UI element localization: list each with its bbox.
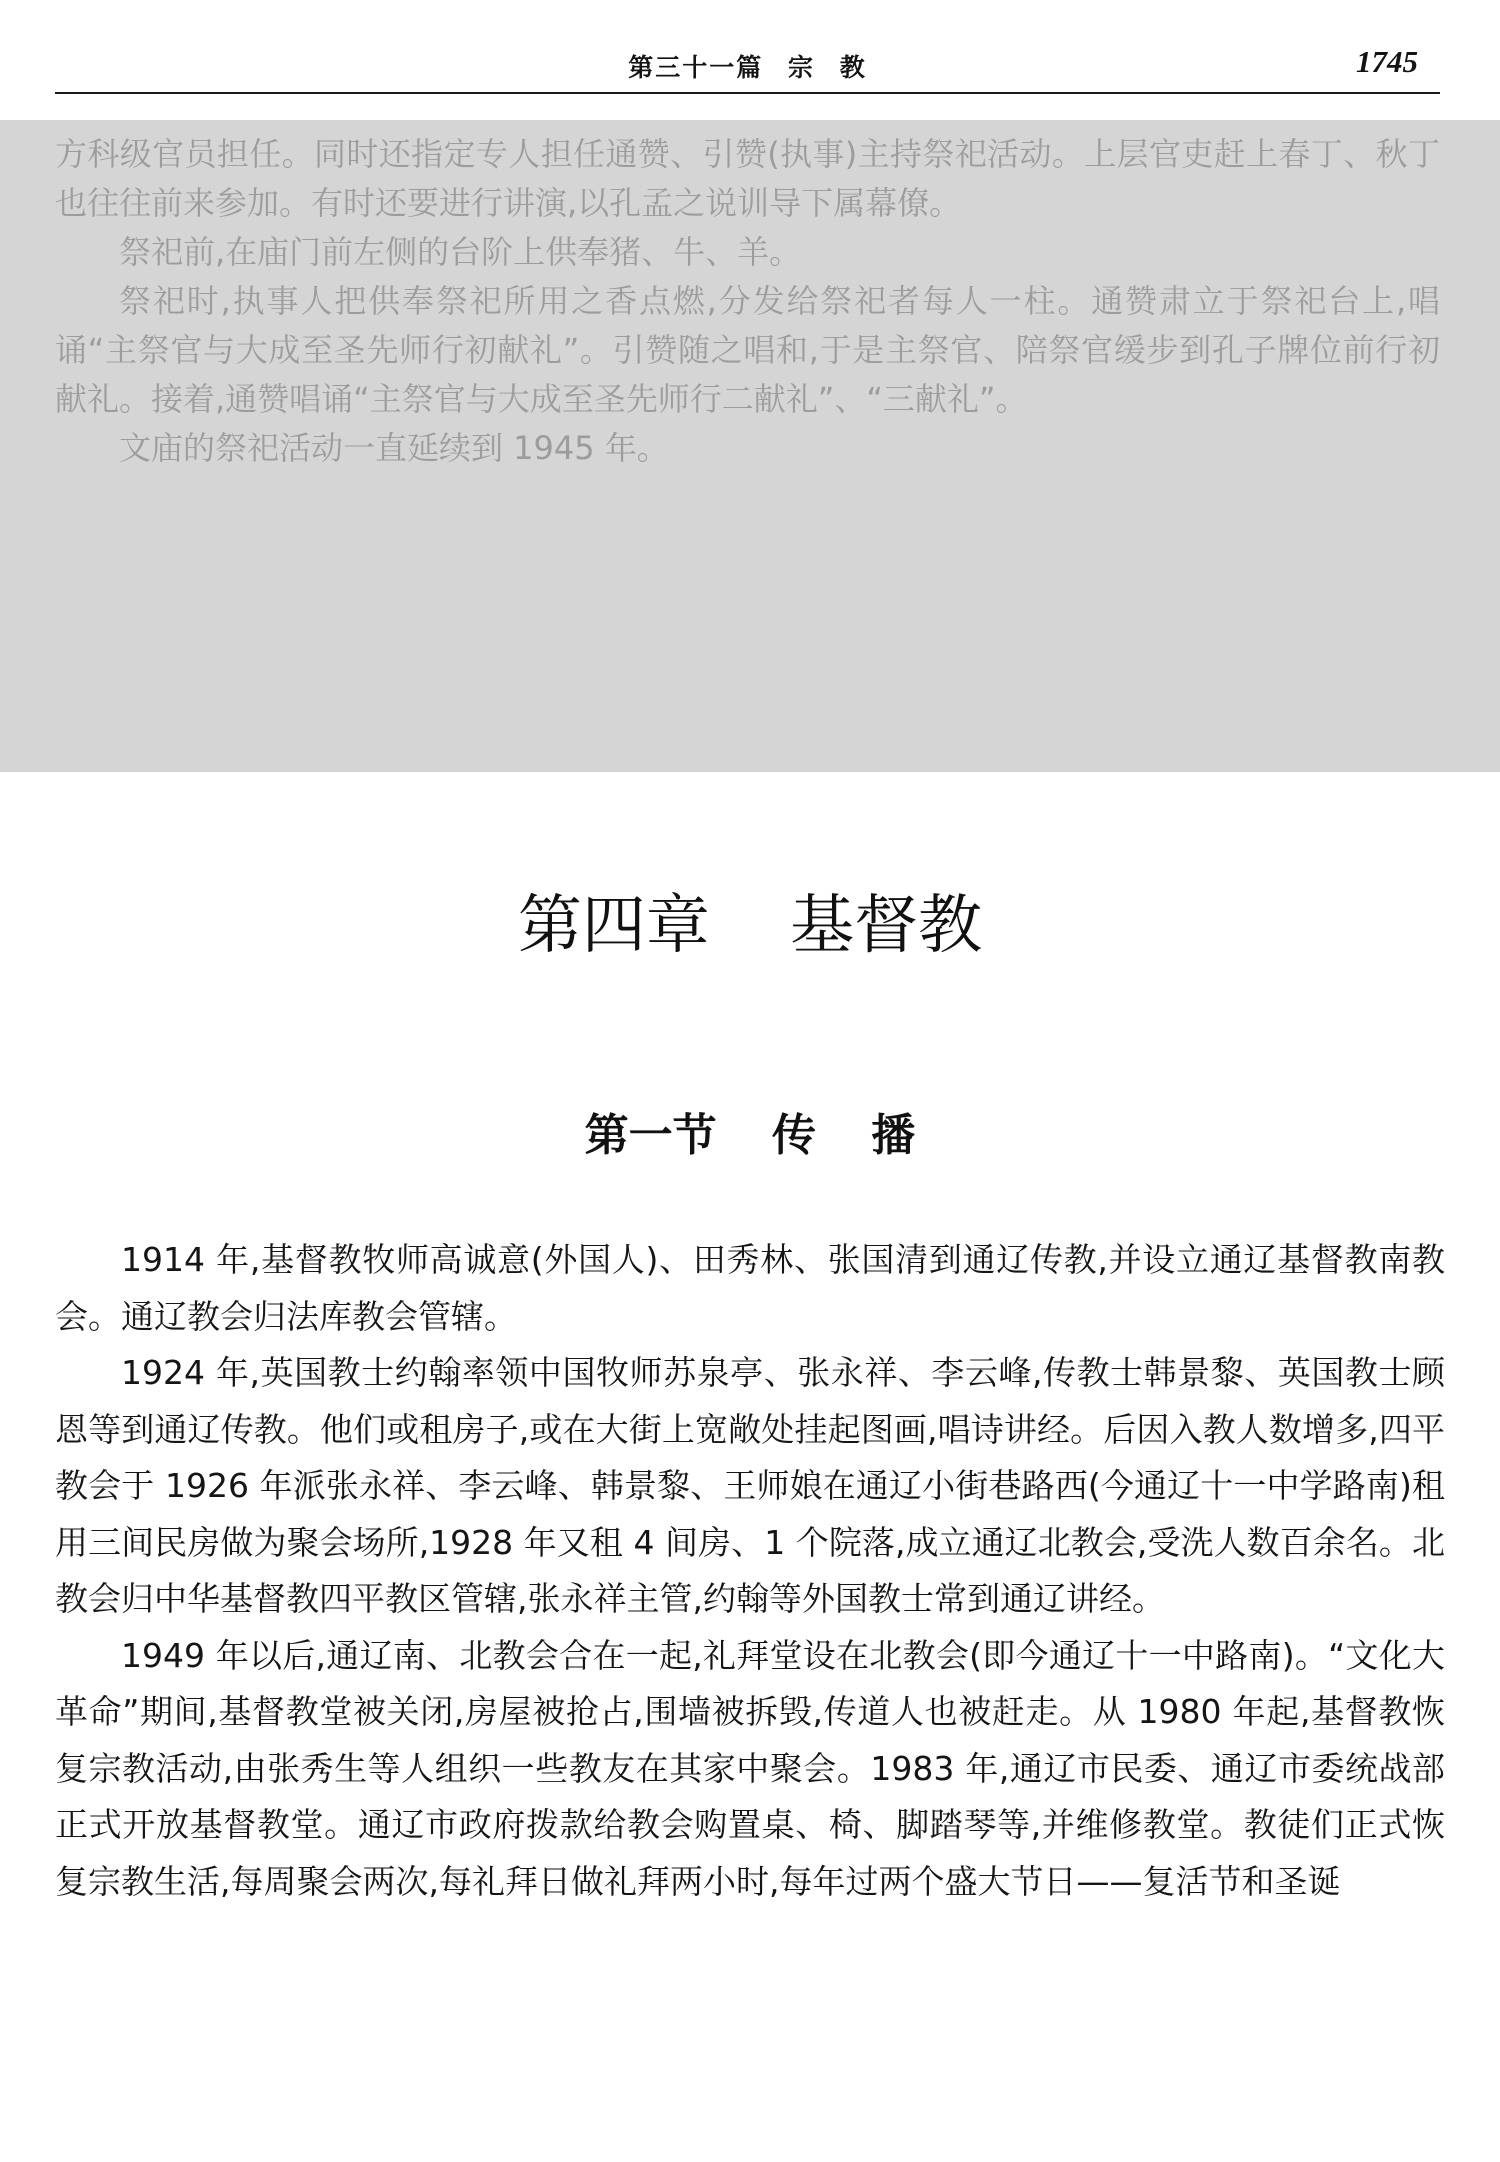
shaded-paragraph: 方科级官员担任。同时还指定专人担任通赞、引赞(执事)主持祭祀活动。上层官吏赶上春丁、秋丁也往往前来参加。有时还要进行讲演,以孔孟之说训导下属幕僚。: [55, 135, 1440, 222]
running-header-section-title: 第三十一篇 宗 教: [628, 53, 867, 82]
shaded-paragraph: 文庙的祭祀活动一直延续到 1945 年。: [119, 429, 669, 467]
body-paragraph: 1924 年,英国教士约翰率领中国牧师苏泉亭、张永祥、李云峰,传教士韩景黎、英国教士顾恩等到通辽传教。他们或租房子,或在大街上宽敞处挂起图画,唱诗讲经。后因入教人数增多,四平教会于 1926 年派张永祥、李云峰、韩景黎、王师娘在通辽小街巷路西(今通辽十一中学路南)租用三间民房做为聚会场所,1928 年又租 4 间房、1 个院落,成立通辽北教会,受洗人数百余名。北教会归中华基督教四平教区管辖,张永祥主管,约翰等外国教士常到通辽讲经。: [55, 1353, 1445, 1618]
body-paragraph: 1949 年以后,通辽南、北教会合在一起,礼拜堂设在北教会(即今通辽十一中路南)。“文化大革命”期间,基督教堂被关闭,房屋被抢占,围墙被拆毁,传道人也被赶走。从 1980 年起,基督教恢复宗教活动,由张秀生等人组织一些教友在其家中聚会。1983 年,通辽市民委、通辽市委统战部正式开放基督教堂。通辽市政府拨款给教会购置桌、椅、脚踏琴等,并维修教堂。教徒们正式恢复宗教生活,每周聚会两次,每礼拜日做礼拜两小时,每年过两个盛大节日——复活节和圣诞: [55, 1635, 1445, 1901]
shaded-paragraph: 祭祀时,执事人把供奉祭祀所用之香点燃,分发给祭祀者每人一柱。通赞肃立于祭祀台上,唱诵“主祭官与大成至圣先师行初献礼”。引赞随之唱和,于是主祭官、陪祭官缓步到孔子牌位前行初献礼。接着,通赞唱诵“主祭官与大成至圣先师行二献礼”、“三献礼”。: [55, 282, 1440, 418]
body-text: [55, 1232, 1445, 1910]
page-number: 1745: [1356, 44, 1418, 79]
shaded-paragraph: 祭祀前,在庙门前左侧的台阶上供奉猪、牛、羊。: [119, 233, 802, 271]
body-paragraph: 1914 年,基督教牧师高诚意(外国人)、田秀林、张国清到通辽传教,并设立通辽基督教南教会。通辽教会归法库教会管辖。: [55, 1240, 1445, 1336]
chapter-title: 第四章 基督教: [517, 889, 983, 963]
section-heading: 第一节 传 播: [584, 1110, 916, 1161]
running-header: [55, 40, 1440, 94]
shaded-text-block: [55, 130, 1440, 473]
shaded-previous-section: [0, 120, 1500, 772]
